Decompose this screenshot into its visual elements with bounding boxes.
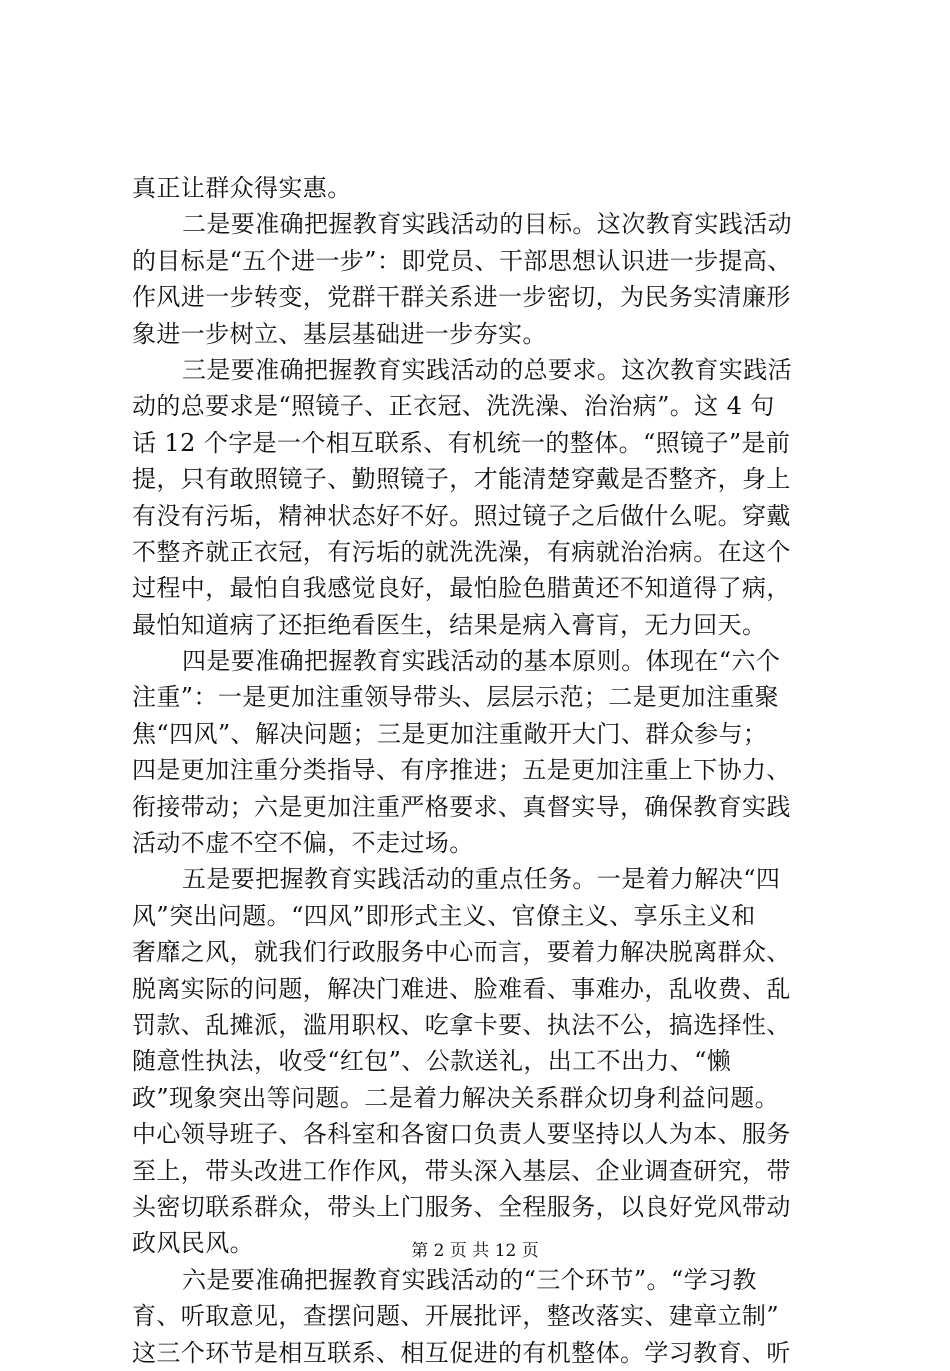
paragraph-start-line: 二是要准确把握教育实践活动的目标。这次教育实践活动: [182, 210, 792, 239]
text-line: 活动不虚不空不偏，不走过场。: [132, 829, 474, 858]
text-line: 这三个环节是相互联系、相互促进的有机整体。学习教育、听: [132, 1338, 791, 1367]
text-line: 风”突出问题。“四风”即形式主义、官僚主义、享乐主义和: [132, 901, 756, 930]
text-line: 提，只有敢照镜子、勤照镜子，才能清楚穿戴是否整齐，身上: [132, 465, 791, 494]
text-line: 衔接带动；六是更加注重严格要求、真督实导，确保教育实践: [132, 792, 791, 821]
text-line: 育、听取意见，查摆问题、开展批评，整改落实、建章立制”: [132, 1302, 780, 1331]
page-number-label: 第 2 页 共 12 页: [411, 1241, 539, 1261]
text-line: 注重”：一是更加注重领导带头、层层示范；二是更加注重聚: [132, 683, 780, 712]
text-line: 中心领导班子、各科室和各窗口负责人要坚持以人为本、服务: [132, 1120, 791, 1149]
text-line: 政风民风。: [132, 1229, 254, 1258]
text-line: 动的总要求是“照镜子、正衣冠、洗洗澡、治治病”。这 4 句: [132, 392, 775, 421]
document-body: [132, 170, 822, 1371]
text-line: 头密切联系群众，带头上门服务、全程服务，以良好党风带动: [132, 1192, 791, 1221]
text-line: 四是更加注重分类指导、有序推进；五是更加注重上下协力、: [132, 756, 791, 785]
paragraph-start-line: 三是要准确把握教育实践活动的总要求。这次教育实践活: [182, 355, 792, 384]
paragraph-start-line: 六是要准确把握教育实践活动的“三个环节”。“学习教: [182, 1265, 757, 1294]
text-line: 象进一步树立、基层基础进一步夯实。: [132, 319, 547, 348]
text-line: 作风进一步转变，党群干群关系进一步密切，为民务实清廉形: [132, 283, 791, 312]
page-footer: [0, 1240, 950, 1262]
text-line: 的目标是“五个进一步”：即党员、干部思想认识进一步提高、: [132, 246, 792, 275]
text-line: 焦“四风”、解决问题；三是更加注重敞开大门、群众参与；: [132, 719, 768, 748]
text-line: 罚款、乱摊派，滥用职权、吃拿卡要、执法不公，搞选择性、: [132, 1010, 791, 1039]
text-line: 随意性执法，收受“红包”、公款送礼，出工不出力、“懒: [132, 1047, 732, 1076]
text-line: 真正让群众得实惠。: [132, 174, 352, 202]
text-line: 至上，带头改进工作作风，带头深入基层、企业调查研究，带: [132, 1156, 791, 1185]
text-line: 奢靡之风，就我们行政服务中心而言，要着力解决脱离群众、: [132, 938, 791, 967]
paragraph-start-line: 四是要准确把握教育实践活动的基本原则。体现在“六个: [182, 647, 781, 676]
text-line: 有没有污垢，精神状态好不好。照过镜子之后做什么呢。穿戴: [132, 501, 791, 530]
text-line: 过程中，最怕自我感觉良好，最怕脸色腊黄还不知道得了病，: [132, 574, 791, 603]
text-line: 不整齐就正衣冠，有污垢的就洗洗澡，有病就治治病。在这个: [132, 537, 791, 566]
paragraph-start-line: 五是要把握教育实践活动的重点任务。一是着力解决“四: [182, 865, 781, 894]
text-line: 政”现象突出等问题。二是着力解决关系群众切身利益问题。: [132, 1083, 780, 1112]
text-line: 脱离实际的问题，解决门难进、脸难看、事难办，乱收费、乱: [132, 974, 791, 1003]
text-line: 话 12 个字是一个相互联系、有机统一的整体。“照镜子”是前: [132, 428, 791, 457]
text-line: 最怕知道病了还拒绝看医生，结果是病入膏肓，无力回天。: [132, 610, 767, 639]
